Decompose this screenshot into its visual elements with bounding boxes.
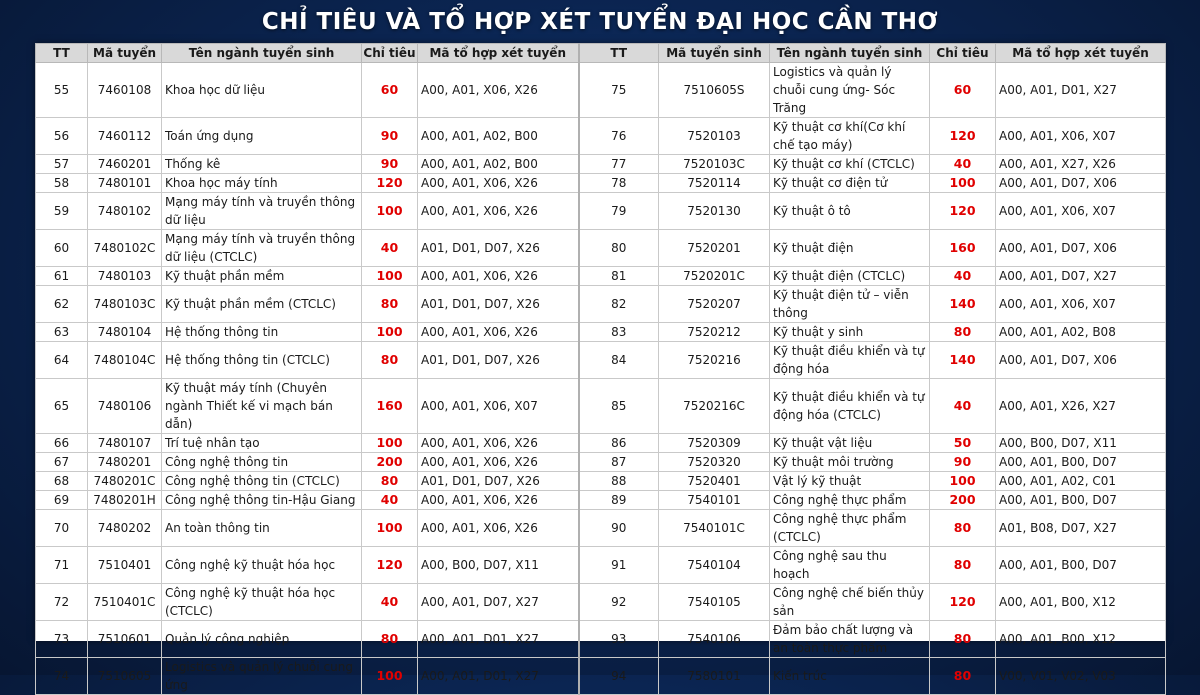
cell-major-right: Kỹ thuật cơ khí (CTCLC)	[770, 155, 930, 174]
cell-combo-left: A00, A01, X06, X26	[418, 267, 579, 286]
cell-code-left: 7480107	[88, 434, 162, 453]
cell-code-left: 7480201	[88, 453, 162, 472]
cell-quota-right: 100	[930, 472, 996, 491]
table-row	[36, 379, 1166, 434]
cell-quota-right: 80	[930, 510, 996, 547]
cell-code-right: 7540101	[659, 491, 770, 510]
cell-quota-right: 60	[930, 63, 996, 118]
cell-code-right: 7520130	[659, 193, 770, 230]
cell-combo-right: A00, A01, D07, X06	[996, 230, 1166, 267]
cell-major-right: Đảm bảo chất lượng và an toàn thực phẩm	[770, 621, 930, 658]
cell-quota-left: 40	[362, 584, 418, 621]
cell-tt-right: 90	[579, 510, 659, 547]
cell-tt-right: 88	[579, 472, 659, 491]
table-body	[36, 63, 1166, 695]
cell-tt-left: 58	[36, 174, 88, 193]
cell-quota-left: 80	[362, 472, 418, 491]
cell-quota-left: 90	[362, 118, 418, 155]
cell-major-right: Công nghệ thực phẩm (CTCLC)	[770, 510, 930, 547]
cell-major-right: Kỹ thuật cơ điện tử	[770, 174, 930, 193]
cell-major-right: Công nghệ sau thu hoạch	[770, 547, 930, 584]
table-row	[36, 342, 1166, 379]
cell-combo-right: A00, A01, B00, X12	[996, 621, 1166, 658]
table-row	[36, 547, 1166, 584]
cell-code-right: 7520103C	[659, 155, 770, 174]
cell-combo-left: A00, A01, D01, X27	[418, 658, 579, 695]
table-row	[36, 193, 1166, 230]
header-code-right: Mã tuyển sinh	[659, 44, 770, 63]
cell-tt-right: 75	[579, 63, 659, 118]
header-combo-left: Mã tổ hợp xét tuyển	[418, 44, 579, 63]
cell-tt-left: 63	[36, 323, 88, 342]
cell-major-left: Công nghệ thông tin (CTCLC)	[162, 472, 362, 491]
cell-combo-left: A00, A01, X06, X26	[418, 510, 579, 547]
cell-code-left: 7480104	[88, 323, 162, 342]
cell-combo-right: A00, A01, D07, X06	[996, 174, 1166, 193]
cell-major-left: Kỹ thuật phần mềm (CTCLC)	[162, 286, 362, 323]
cell-quota-right: 120	[930, 584, 996, 621]
cell-major-right: Kỹ thuật cơ khí(Cơ khí chế tạo máy)	[770, 118, 930, 155]
cell-quota-right: 100	[930, 174, 996, 193]
cell-tt-right: 79	[579, 193, 659, 230]
cell-code-left: 7480106	[88, 379, 162, 434]
cell-tt-right: 92	[579, 584, 659, 621]
cell-tt-left: 67	[36, 453, 88, 472]
cell-tt-right: 93	[579, 621, 659, 658]
cell-quota-right: 40	[930, 379, 996, 434]
cell-tt-left: 55	[36, 63, 88, 118]
cell-tt-left: 66	[36, 434, 88, 453]
cell-tt-right: 84	[579, 342, 659, 379]
cell-major-right: Kỹ thuật điện tử – viễn thông	[770, 286, 930, 323]
cell-code-left: 7460108	[88, 63, 162, 118]
cell-major-right: Kỹ thuật điện	[770, 230, 930, 267]
cell-major-right: Kiến trúc	[770, 658, 930, 695]
cell-tt-left: 64	[36, 342, 88, 379]
cell-tt-left: 71	[36, 547, 88, 584]
cell-major-left: Khoa học dữ liệu	[162, 63, 362, 118]
cell-combo-right: A00, A01, B00, D07	[996, 491, 1166, 510]
cell-combo-right: A00, A01, X27, X26	[996, 155, 1166, 174]
table-row	[36, 434, 1166, 453]
table-row	[36, 267, 1166, 286]
cell-quota-left: 120	[362, 547, 418, 584]
cell-tt-right: 89	[579, 491, 659, 510]
cell-quota-left: 200	[362, 453, 418, 472]
cell-major-right: Công nghệ chế biến thủy sản	[770, 584, 930, 621]
cell-code-left: 7480201H	[88, 491, 162, 510]
cell-tt-left: 65	[36, 379, 88, 434]
cell-code-left: 7510605	[88, 658, 162, 695]
cell-tt-left: 72	[36, 584, 88, 621]
cell-combo-left: A01, D01, D07, X26	[418, 230, 579, 267]
cell-tt-right: 76	[579, 118, 659, 155]
cell-code-right: 7520103	[659, 118, 770, 155]
cell-major-left: Logistics và quản lý chuỗi cung ứng	[162, 658, 362, 695]
cell-combo-right: A00, A01, B00, X12	[996, 584, 1166, 621]
cell-code-right: 7520401	[659, 472, 770, 491]
cell-major-right: Logistics và quản lý chuỗi cung ứng- Sóc Trăng	[770, 63, 930, 118]
cell-major-right: Kỹ thuật vật liệu	[770, 434, 930, 453]
header-code-left: Mã tuyển	[88, 44, 162, 63]
cell-combo-right: A00, A01, B00, D07	[996, 547, 1166, 584]
cell-quota-right: 80	[930, 658, 996, 695]
cell-quota-right: 120	[930, 193, 996, 230]
cell-combo-left: A00, A01, X06, X07	[418, 379, 579, 434]
cell-quota-right: 160	[930, 230, 996, 267]
cell-major-left: Kỹ thuật máy tính (Chuyên ngành Thiết kế vi mạch bán dẫn)	[162, 379, 362, 434]
cell-combo-left: A01, D01, D07, X26	[418, 342, 579, 379]
cell-combo-left: A00, A01, X06, X26	[418, 63, 579, 118]
cell-major-left: Hệ thống thông tin (CTCLC)	[162, 342, 362, 379]
cell-code-right: 7540105	[659, 584, 770, 621]
cell-combo-right: A00, A01, A02, B08	[996, 323, 1166, 342]
cell-major-left: Trí tuệ nhân tạo	[162, 434, 362, 453]
cell-code-right: 7580101	[659, 658, 770, 695]
cell-combo-left: A00, A01, D01, X27	[418, 621, 579, 658]
cell-major-left: Quản lý công nghiệp	[162, 621, 362, 658]
header-tt-left: TT	[36, 44, 88, 63]
cell-major-left: Công nghệ kỹ thuật hóa học	[162, 547, 362, 584]
cell-tt-right: 85	[579, 379, 659, 434]
cell-major-left: Công nghệ kỹ thuật hóa học (CTCLC)	[162, 584, 362, 621]
cell-combo-right: V00, V01, V02, V03	[996, 658, 1166, 695]
cell-quota-right: 80	[930, 323, 996, 342]
cell-combo-left: A01, D01, D07, X26	[418, 472, 579, 491]
cell-combo-right: A00, A01, A02, C01	[996, 472, 1166, 491]
cell-combo-left: A00, A01, X06, X26	[418, 323, 579, 342]
cell-quota-right: 200	[930, 491, 996, 510]
cell-major-left: Kỹ thuật phần mềm	[162, 267, 362, 286]
cell-tt-left: 60	[36, 230, 88, 267]
table-row	[36, 453, 1166, 472]
cell-major-left: Mạng máy tính và truyền thông dữ liệu	[162, 193, 362, 230]
header-quota-right: Chỉ tiêu	[930, 44, 996, 63]
cell-combo-right: A00, A01, D07, X27	[996, 267, 1166, 286]
cell-combo-right: A00, A01, D01, X27	[996, 63, 1166, 118]
cell-code-right: 7520114	[659, 174, 770, 193]
cell-combo-left: A00, A01, D07, X27	[418, 584, 579, 621]
cell-code-left: 7510401	[88, 547, 162, 584]
cell-major-left: Mạng máy tính và truyền thông dữ liệu (CTCLC)	[162, 230, 362, 267]
table-row	[36, 658, 1166, 695]
cell-code-left: 7480201C	[88, 472, 162, 491]
cell-major-right: Kỹ thuật điện (CTCLC)	[770, 267, 930, 286]
cell-quota-right: 50	[930, 434, 996, 453]
cell-tt-left: 56	[36, 118, 88, 155]
cell-quota-left: 100	[362, 510, 418, 547]
cell-major-left: Công nghệ thông tin-Hậu Giang	[162, 491, 362, 510]
cell-combo-left: A01, D01, D07, X26	[418, 286, 579, 323]
cell-code-left: 7480103	[88, 267, 162, 286]
table-header-row	[36, 44, 1166, 63]
header-combo-right: Mã tổ hợp xét tuyển	[996, 44, 1166, 63]
table-row	[36, 63, 1166, 118]
cell-tt-left: 74	[36, 658, 88, 695]
cell-code-right: 7540104	[659, 547, 770, 584]
cell-combo-right: A00, A01, X06, X07	[996, 118, 1166, 155]
header-quota-left: Chỉ tiêu	[362, 44, 418, 63]
cell-quota-left: 90	[362, 155, 418, 174]
cell-quota-right: 80	[930, 621, 996, 658]
table-row	[36, 621, 1166, 658]
cell-code-left: 7480102	[88, 193, 162, 230]
cell-code-right: 7520201	[659, 230, 770, 267]
cell-code-right: 7520212	[659, 323, 770, 342]
cell-code-left: 7480104C	[88, 342, 162, 379]
cell-quota-left: 40	[362, 230, 418, 267]
cell-combo-right: A00, A01, X06, X07	[996, 193, 1166, 230]
table-row	[36, 174, 1166, 193]
cell-combo-left: A00, A01, X06, X26	[418, 434, 579, 453]
cell-major-right: Công nghệ thực phẩm	[770, 491, 930, 510]
cell-code-left: 7480202	[88, 510, 162, 547]
cell-major-left: An toàn thông tin	[162, 510, 362, 547]
cell-tt-left: 61	[36, 267, 88, 286]
cell-code-left: 7480103C	[88, 286, 162, 323]
cell-quota-left: 60	[362, 63, 418, 118]
cell-tt-right: 82	[579, 286, 659, 323]
cell-quota-right: 90	[930, 453, 996, 472]
cell-tt-right: 77	[579, 155, 659, 174]
cell-combo-right: A00, A01, X06, X07	[996, 286, 1166, 323]
cell-tt-left: 62	[36, 286, 88, 323]
table-row	[36, 286, 1166, 323]
cell-combo-right: A00, A01, B00, D07	[996, 453, 1166, 472]
cell-tt-right: 91	[579, 547, 659, 584]
cell-quota-left: 80	[362, 286, 418, 323]
cell-combo-left: A00, A01, X06, X26	[418, 174, 579, 193]
cell-code-left: 7510401C	[88, 584, 162, 621]
cell-combo-left: A00, B00, D07, X11	[418, 547, 579, 584]
cell-code-left: 7510601	[88, 621, 162, 658]
cell-combo-right: A00, A01, D07, X06	[996, 342, 1166, 379]
cell-tt-left: 69	[36, 491, 88, 510]
cell-major-left: Thống kê	[162, 155, 362, 174]
cell-combo-left: A00, A01, X06, X26	[418, 491, 579, 510]
cell-major-left: Hệ thống thông tin	[162, 323, 362, 342]
cell-major-left: Công nghệ thông tin	[162, 453, 362, 472]
table-row	[36, 510, 1166, 547]
cell-code-left: 7460112	[88, 118, 162, 155]
cell-quota-right: 120	[930, 118, 996, 155]
cell-code-right: 7510605S	[659, 63, 770, 118]
table-row	[36, 230, 1166, 267]
cell-quota-left: 100	[362, 193, 418, 230]
cell-code-right: 7520320	[659, 453, 770, 472]
cell-quota-left: 40	[362, 491, 418, 510]
cell-major-right: Vật lý kỹ thuật	[770, 472, 930, 491]
cell-tt-left: 68	[36, 472, 88, 491]
cell-major-left: Khoa học máy tính	[162, 174, 362, 193]
table-row	[36, 323, 1166, 342]
cell-major-right: Kỹ thuật ô tô	[770, 193, 930, 230]
cell-quota-left: 80	[362, 621, 418, 658]
cell-quota-left: 160	[362, 379, 418, 434]
cell-code-left: 7480102C	[88, 230, 162, 267]
cell-quota-left: 80	[362, 342, 418, 379]
cell-quota-left: 100	[362, 267, 418, 286]
cell-tt-right: 80	[579, 230, 659, 267]
cell-code-left: 7480101	[88, 174, 162, 193]
table-row	[36, 118, 1166, 155]
cell-major-right: Kỹ thuật điều khiển và tự động hóa	[770, 342, 930, 379]
header-tt-right: TT	[579, 44, 659, 63]
header-major-right: Tên ngành tuyển sinh	[770, 44, 930, 63]
cell-quota-right: 140	[930, 286, 996, 323]
page-title: CHỈ TIÊU VÀ TỔ HỢP XÉT TUYỂN ĐẠI HỌC CẦN THƠ	[261, 9, 939, 35]
admission-table-sheet	[35, 43, 1165, 692]
header-major-left: Tên ngành tuyển sinh	[162, 44, 362, 63]
cell-tt-left: 57	[36, 155, 88, 174]
cell-combo-right: A01, B08, D07, X27	[996, 510, 1166, 547]
admission-table	[35, 43, 1166, 695]
cell-code-right: 7520201C	[659, 267, 770, 286]
cell-tt-right: 81	[579, 267, 659, 286]
cell-combo-left: A00, A01, A02, B00	[418, 118, 579, 155]
cell-quota-left: 100	[362, 434, 418, 453]
table-row	[36, 491, 1166, 510]
cell-quota-left: 100	[362, 323, 418, 342]
cell-quota-right: 40	[930, 267, 996, 286]
cell-combo-right: A00, B00, D07, X11	[996, 434, 1166, 453]
cell-combo-left: A00, A01, X06, X26	[418, 453, 579, 472]
cell-code-left: 7460201	[88, 155, 162, 174]
cell-tt-right: 94	[579, 658, 659, 695]
cell-combo-left: A00, A01, A02, B00	[418, 155, 579, 174]
cell-code-right: 7540101C	[659, 510, 770, 547]
cell-major-right: Kỹ thuật điều khiển và tự động hóa (CTCLC)	[770, 379, 930, 434]
cell-combo-left: A00, A01, X06, X26	[418, 193, 579, 230]
cell-quota-right: 140	[930, 342, 996, 379]
cell-tt-right: 87	[579, 453, 659, 472]
cell-quota-left: 100	[362, 658, 418, 695]
table-row	[36, 584, 1166, 621]
cell-tt-right: 83	[579, 323, 659, 342]
table-row	[36, 155, 1166, 174]
cell-tt-left: 59	[36, 193, 88, 230]
cell-code-right: 7540106	[659, 621, 770, 658]
cell-quota-left: 120	[362, 174, 418, 193]
cell-major-left: Toán ứng dụng	[162, 118, 362, 155]
cell-code-right: 7520216C	[659, 379, 770, 434]
cell-code-right: 7520216	[659, 342, 770, 379]
cell-code-right: 7520207	[659, 286, 770, 323]
cell-tt-right: 78	[579, 174, 659, 193]
table-row	[36, 472, 1166, 491]
cell-tt-left: 70	[36, 510, 88, 547]
cell-combo-right: A00, A01, X26, X27	[996, 379, 1166, 434]
cell-major-right: Kỹ thuật y sinh	[770, 323, 930, 342]
cell-tt-right: 86	[579, 434, 659, 453]
cell-major-right: Kỹ thuật môi trường	[770, 453, 930, 472]
cell-quota-right: 80	[930, 547, 996, 584]
cell-quota-right: 40	[930, 155, 996, 174]
cell-tt-left: 73	[36, 621, 88, 658]
cell-code-right: 7520309	[659, 434, 770, 453]
